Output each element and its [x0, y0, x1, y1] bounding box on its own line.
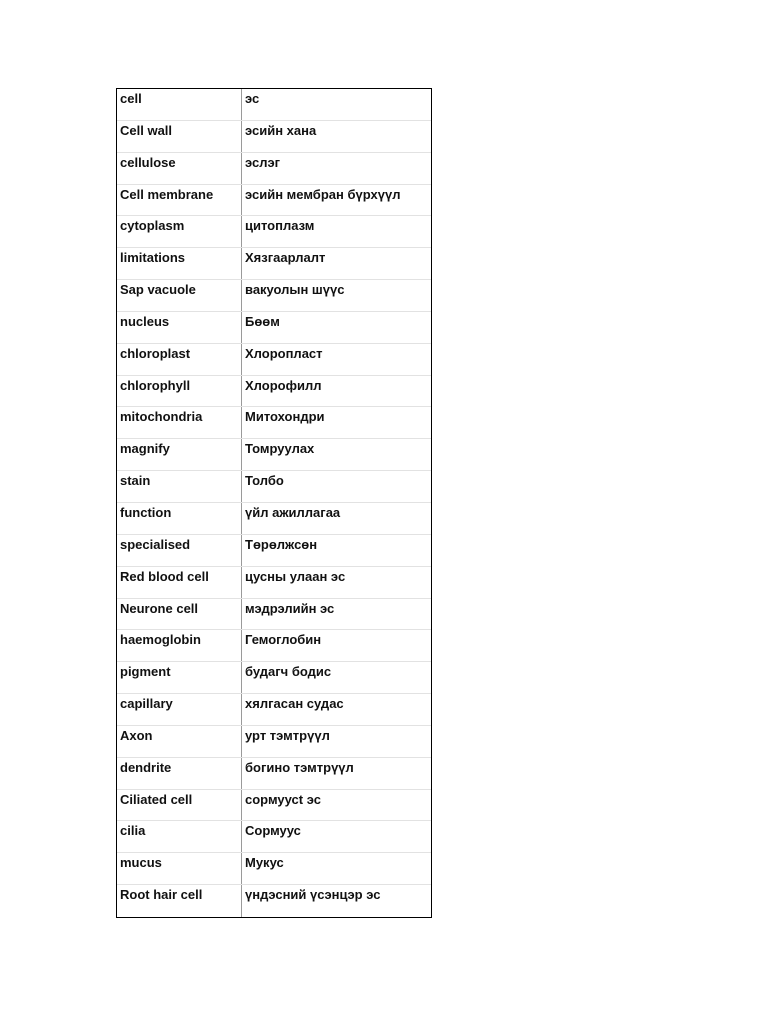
table-row [117, 535, 431, 567]
english-term: chloroplast [117, 344, 242, 375]
mongolian-term: цусны улаан эс [245, 568, 346, 584]
mongolian-term: Бөөм [245, 313, 280, 329]
english-term: capillary [117, 694, 242, 725]
mongolian-term: Хлоропласт [245, 345, 323, 361]
english-term: Cell wall [117, 121, 242, 152]
mongolian-term: эсийн хана [245, 122, 317, 138]
table-row [117, 599, 431, 631]
table-row [117, 662, 431, 694]
english-term: stain [117, 471, 242, 502]
mongolian-term: урт тэмтрүүл [245, 727, 330, 743]
table-row [117, 630, 431, 662]
mongolian-term: вакуолын шүүс [245, 282, 345, 298]
english-term: cell [117, 89, 242, 120]
table-row [117, 376, 431, 408]
table-row [117, 185, 431, 217]
table-row [117, 694, 431, 726]
mongolian-term: эсийн мембран бүрхүүл [245, 186, 401, 202]
table-row [117, 439, 431, 471]
mongolian-term: үндэсний үсэнцэр эс [245, 887, 381, 903]
mongolian-term: үйл ажиллагаа [245, 504, 341, 520]
table-row [117, 312, 431, 344]
table-row [117, 726, 431, 758]
mongolian-term: эс [245, 91, 260, 106]
table-row [117, 885, 431, 917]
table-row [117, 280, 431, 312]
english-term: Cell membrane [117, 185, 242, 216]
english-term: Root hair cell [117, 885, 242, 917]
mongolian-term: Гемоглобин [245, 632, 322, 648]
mongolian-term: цитоплазм [245, 218, 315, 234]
mongolian-term: Хязгаарлалт [245, 250, 326, 266]
table-row [117, 471, 431, 503]
table-row [117, 503, 431, 535]
english-term: Neurone cell [117, 599, 242, 630]
table-row [117, 216, 431, 248]
english-term: cellulose [117, 153, 242, 184]
english-term: pigment [117, 662, 242, 693]
english-term: dendrite [117, 758, 242, 789]
table-row [117, 407, 431, 439]
english-term: mitochondria [117, 407, 242, 438]
english-term: magnify [117, 439, 242, 470]
english-term: limitations [117, 248, 242, 279]
english-term: mucus [117, 853, 242, 884]
english-term: Red blood cell [117, 567, 242, 598]
table-row [117, 758, 431, 790]
english-term: Ciliated cell [117, 790, 242, 821]
table-row [117, 853, 431, 885]
table-row [117, 248, 431, 280]
mongolian-term: хялгасан судас [245, 696, 344, 712]
english-term: Sap vacuole [117, 280, 242, 311]
english-term: chlorophyll [117, 376, 242, 407]
english-term: function [117, 503, 242, 534]
mongolian-term: Сормуус [245, 823, 301, 839]
table-row [117, 790, 431, 822]
table-row [117, 121, 431, 153]
table-row [117, 567, 431, 599]
mongolian-term: сормуусt эс [245, 791, 321, 807]
mongolian-term: Митохондри [245, 409, 325, 425]
mongolian-term: Толбо [245, 473, 284, 489]
english-term: cilia [117, 821, 242, 852]
mongolian-term: Мукус [245, 855, 284, 871]
table-row [117, 153, 431, 185]
table-row [117, 89, 431, 121]
mongolian-term: будагч бодис [245, 664, 332, 680]
english-term: haemoglobin [117, 630, 242, 661]
table-row [117, 344, 431, 376]
table-row [117, 821, 431, 853]
mongolian-term: эслэг [245, 154, 281, 170]
mongolian-term: мэдрэлийн эс [245, 600, 335, 616]
vocabulary-table [116, 88, 432, 918]
mongolian-term: Томруулах [245, 441, 315, 457]
english-term: Axon [117, 726, 242, 757]
mongolian-term: Төрөлжсөн [245, 536, 318, 552]
english-term: specialised [117, 535, 242, 566]
english-term: nucleus [117, 312, 242, 343]
mongolian-term: Хлорофилл [245, 377, 322, 393]
english-term: cytoplasm [117, 216, 242, 247]
mongolian-term: богино тэмтрүүл [245, 759, 354, 775]
